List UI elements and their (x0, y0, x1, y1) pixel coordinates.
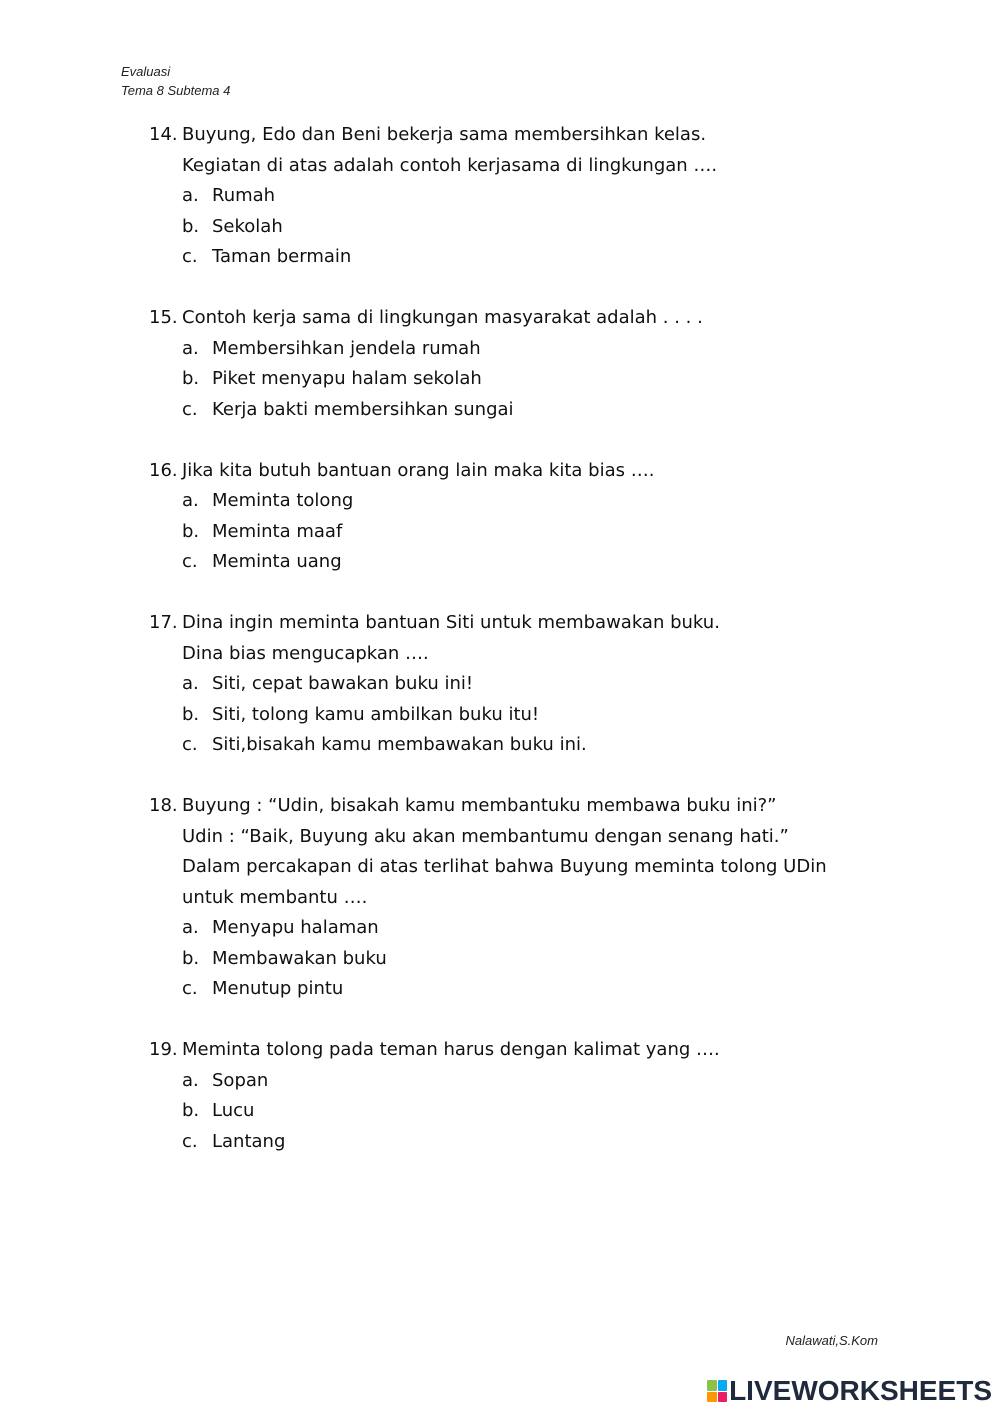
option-text: Meminta uang (212, 551, 342, 572)
question-continuation: Kegiatan di atas adalah contoh kerjasama di lingkungan …. (182, 154, 718, 176)
option-text: Membersihkan jendela rumah (212, 337, 481, 359)
option-text: Siti, cepat bawakan buku ini! (212, 673, 474, 694)
question-text (149, 120, 869, 151)
question-14 (149, 120, 869, 273)
question-text (149, 1035, 869, 1066)
option-text: Membawakan buku (212, 947, 387, 969)
option-text: Siti,bisakah kamu membawakan buku ini. (212, 734, 587, 755)
option-letter: c. (182, 551, 198, 572)
answer-option[interactable] (149, 669, 869, 700)
question-continuation: Dalam percakapan di atas terlihat bahwa Buyung meminta tolong UDin (182, 856, 827, 877)
option-letter: b. (182, 215, 200, 237)
logo-square-1 (707, 1380, 717, 1391)
question-17 (149, 608, 869, 761)
option-text: Lantang (212, 1130, 286, 1152)
answer-option[interactable] (149, 364, 869, 395)
option-text: Kerja bakti membersihkan sungai (212, 398, 514, 420)
question-continuation: untuk membantu …. (182, 886, 368, 908)
answer-option[interactable] (149, 547, 869, 578)
answer-option[interactable] (149, 517, 869, 548)
liveworksheets-logo-icon (707, 1380, 727, 1402)
document-header (121, 62, 230, 100)
option-letter: b. (182, 368, 200, 389)
option-letter: c. (182, 398, 198, 420)
question-list (149, 120, 869, 1188)
question-text (149, 791, 869, 822)
question-text (149, 608, 869, 639)
question-number: 18. (149, 795, 178, 816)
option-text: Piket menyapu halam sekolah (212, 368, 482, 389)
answer-option[interactable] (149, 913, 869, 944)
answer-option[interactable] (149, 944, 869, 975)
question-15 (149, 303, 869, 425)
question-19 (149, 1035, 869, 1157)
option-letter: b. (182, 703, 200, 725)
question-text (149, 456, 869, 487)
question-stem: Buyung : “Udin, bisakah kamu membantuku membawa buku ini?” (182, 795, 777, 816)
option-text: Lucu (212, 1100, 255, 1121)
header-subtitle: Tema 8 Subtema 4 (121, 83, 231, 98)
logo-square-2 (718, 1380, 728, 1391)
author-name: Nalawati,S.Kom (785, 1333, 878, 1348)
option-letter: a. (182, 1069, 199, 1091)
option-text: Meminta tolong (212, 490, 354, 511)
question-stem: Buyung, Edo dan Beni bekerja sama membersihkan kelas. (182, 124, 707, 145)
liveworksheets-brand[interactable] (707, 1374, 992, 1408)
answer-option[interactable] (149, 212, 869, 243)
option-letter: a. (182, 917, 199, 938)
option-text: Menutup pintu (212, 978, 344, 999)
brand-name: LIVEWORKSHEETS (729, 1375, 992, 1406)
question-number: 15. (149, 307, 178, 328)
option-text: Sopan (212, 1069, 269, 1091)
option-letter: c. (182, 734, 198, 755)
option-letter: b. (182, 1100, 200, 1121)
option-text: Sekolah (212, 215, 283, 237)
answer-option[interactable] (149, 974, 869, 1005)
option-letter: c. (182, 1130, 198, 1152)
option-text: Siti, tolong kamu ambilkan buku itu! (212, 703, 540, 725)
question-stem: Dina ingin meminta bantuan Siti untuk membawakan buku. (182, 612, 720, 633)
question-continuation: Dina bias mengucapkan …. (182, 642, 429, 664)
logo-square-4 (718, 1392, 728, 1403)
option-letter: a. (182, 673, 199, 694)
option-letter: b. (182, 947, 200, 969)
question-stem: Meminta tolong pada teman harus dengan kalimat yang …. (182, 1039, 720, 1060)
answer-option[interactable] (149, 486, 869, 517)
answer-option[interactable] (149, 181, 869, 212)
question-number: 19. (149, 1039, 178, 1060)
question-continuation: Udin : “Baik, Buyung aku akan membantumu dengan senang hati.” (182, 825, 789, 847)
question-16 (149, 456, 869, 578)
option-letter: a. (182, 185, 199, 206)
answer-option[interactable] (149, 730, 869, 761)
answer-option[interactable] (149, 334, 869, 365)
option-text: Rumah (212, 185, 276, 206)
header-title: Evaluasi (121, 64, 171, 79)
answer-option[interactable] (149, 395, 869, 426)
question-stem: Jika kita butuh bantuan orang lain maka kita bias …. (182, 459, 655, 481)
option-letter: a. (182, 490, 199, 511)
option-letter: b. (182, 520, 200, 542)
answer-option[interactable] (149, 242, 869, 273)
answer-option[interactable] (149, 1066, 869, 1097)
answer-option[interactable] (149, 1127, 869, 1158)
option-text: Meminta maaf (212, 520, 343, 542)
logo-square-3 (707, 1392, 717, 1403)
answer-option[interactable] (149, 700, 869, 731)
option-text: Taman bermain (212, 246, 352, 267)
answer-option[interactable] (149, 1096, 869, 1127)
question-18 (149, 791, 869, 1005)
question-stem: Contoh kerja sama di lingkungan masyarakat adalah . . . . (182, 307, 703, 328)
option-letter: c. (182, 978, 198, 999)
option-letter: a. (182, 337, 199, 359)
option-text: Menyapu halaman (212, 917, 379, 938)
question-number: 17. (149, 612, 178, 633)
question-number: 14. (149, 124, 178, 145)
question-text (149, 303, 869, 334)
option-letter: c. (182, 246, 198, 267)
question-number: 16. (149, 459, 178, 481)
